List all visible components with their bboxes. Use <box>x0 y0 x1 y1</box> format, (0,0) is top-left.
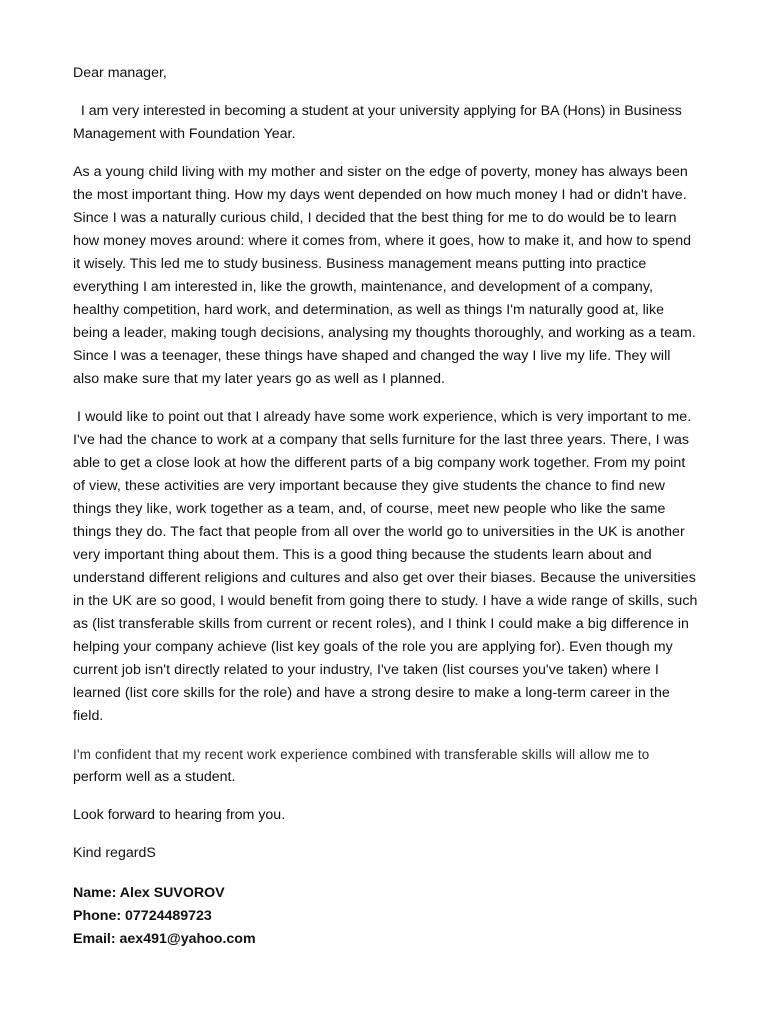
sign-off: Kind regardS <box>73 845 156 861</box>
signature-name: Name: Alex SUVOROV <box>73 885 225 901</box>
confidence-line-2: perform well as a student. <box>73 769 236 785</box>
signature-phone: Phone: 07724489723 <box>73 908 212 924</box>
closing-line: Look forward to hearing from you. <box>73 807 286 823</box>
confidence-paragraph <box>73 743 698 789</box>
signature-email: Email: aex491@yahoo.com <box>73 931 256 947</box>
experience-paragraph: I would like to point out that I already have some work experience, which is very important to me. I've had the chance to work at a company that sells furniture for the last three years. There, I was able to get a close look at how the different parts of a big company work together. From my point of view, these activities are very important because they give students the chance to find new things they like, work together as a team, and, of course, meet new people who like the same things they do. The fact that people from all over the world go to universities in the UK is another very important thing about them. This is a good thing because the students learn about and understand different religions and cultures and also get over their biases. Because the universities in the UK are so good, I would benefit from going there to study. I have a wide range of skills, such as (list transferable skills from current or recent roles), and I think I could make a big difference in helping your company achieve (list key goals of the role you are applying for). Even though my current job isn't directly related to your industry, I've taken (list courses you've taken) where I learned (list core skills for the role) and have a strong desire to make a long-term career in the field. <box>73 409 702 724</box>
signature-block <box>73 882 698 951</box>
letter-document <box>73 62 702 951</box>
confidence-line-1: I'm confident that my recent work experience combined with transferable skills will allow me to <box>73 747 650 762</box>
intro-paragraph: I am very interested in becoming a student at your university applying for BA (Hons) in Business Management with Foundation Year. <box>73 103 686 142</box>
salutation: Dear manager, <box>73 65 167 81</box>
background-paragraph: As a young child living with my mother and sister on the edge of poverty, money has always been the most important thing. How my days went depended on how much money I had or didn't have. Since I was a naturally curious child, I decided that the best thing for me to do would be to learn how money moves around: where it comes from, where it goes, how to make it, and how to spend it wisely. This led me to study business. Business management means putting into practice everything I am interested in, like the growth, maintenance, and development of a company, healthy competition, hard work, and determination, as well as things I'm naturally good at, like being a leader, making tough decisions, analysing my thoughts thoroughly, and working as a team. Since I was a teenager, these things have shaped and changed the way I live my life. They will also make sure that my later years go as well as I planned. <box>73 164 700 387</box>
